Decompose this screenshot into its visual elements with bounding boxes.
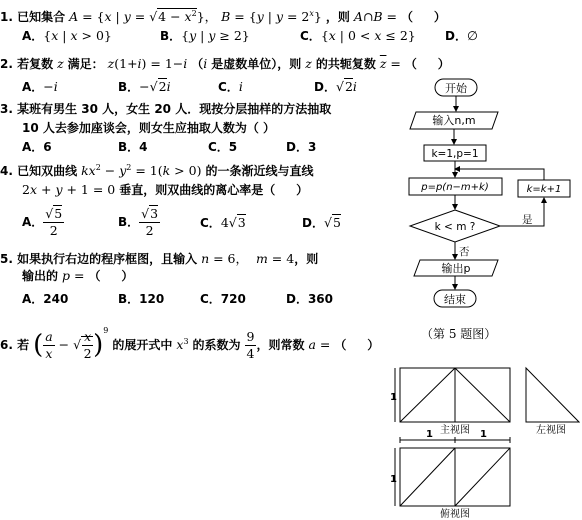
q5-line1: 5. 如果执行右边的程序框图，且输入 n = 6， m = 4，则 — [0, 251, 319, 266]
flow-yes-label: 是 — [522, 214, 533, 226]
q1-option-c[interactable]: C．{x | 0 < x ≤ 2} — [300, 28, 416, 43]
top-view-label: 俯视图 — [440, 509, 470, 520]
q5-option-d[interactable]: D．360 — [286, 292, 334, 306]
q3-line1: 3. 某班有男生 30 人，女生 20 人．现按分层抽样的方法抽取 — [0, 102, 332, 116]
three-views — [384, 360, 580, 520]
q2-option-c[interactable]: C．i — [218, 79, 243, 94]
q2-option-b[interactable]: B．−√2i — [118, 79, 171, 94]
q3-line2: 10 人去参加座谈会，则女生应抽取人数为（ ） — [22, 121, 276, 135]
q4-option-a[interactable]: A． $\frac{√5}{2}$ — [22, 206, 63, 238]
q3-option-c[interactable]: C．5 — [208, 140, 238, 154]
top-view — [395, 437, 510, 506]
side-view-label: 左视图 — [536, 425, 566, 436]
flow-init — [424, 145, 486, 161]
q5-line2: 输出的 p = （ ） — [22, 268, 134, 283]
flow-condition-text: k < m ? — [434, 221, 476, 233]
q4-option-d[interactable]: D．√5 — [302, 215, 341, 230]
front-view — [395, 368, 510, 422]
flow-compute — [409, 178, 502, 195]
q2-option-d[interactable]: D．√2i — [314, 79, 357, 94]
flow-end — [434, 290, 476, 307]
q4-line2: 2x + y + 1 = 0 垂直，则双曲线的离心率是（ ） — [22, 182, 309, 197]
q2-stem: 2. 若复数 z 满足： z(1+i) = 1−i （i 是虚数单位），则 z 的共轭复数 $\overline{z}$ = （ ） — [0, 56, 450, 71]
flow-increment — [518, 180, 570, 197]
top-view-dim-right: 1 — [480, 429, 487, 440]
q3-option-a[interactable]: A．6 — [22, 140, 52, 154]
top-view-dim-height: 1 — [390, 474, 397, 485]
q1-stem: 1. 已知集合 A = {x | $y = √4 - x^2$}， B = {y | $y = 2^x$} ，则 A∩B = （ ） — [0, 9, 446, 25]
flowchart — [404, 73, 582, 318]
q1-option-b[interactable]: B．{y | y ≥ 2} — [160, 28, 250, 43]
q5-option-c[interactable]: C．720 — [200, 292, 246, 306]
q3-option-d[interactable]: D．3 — [286, 140, 317, 154]
q6-stem: 6. 若 ( $\frac{a}{x}$ − √ $\frac{x}{2}$ )$^9$ 的展开式中 $x^3$ 的系数为 $\frac{9}{4}$ ，则常数 a = （ ） — [0, 326, 380, 361]
side-view — [526, 368, 579, 422]
q4-option-b[interactable]: B． $\frac{√3}{2}$ — [118, 206, 159, 238]
flow-no-label: 否 — [459, 246, 470, 258]
flow-start — [435, 79, 477, 96]
flow-input — [410, 112, 498, 129]
q5-figure-caption: （第 5 题图） — [421, 327, 497, 341]
q2-option-a[interactable]: A．−i — [22, 79, 58, 94]
flow-compute-text: p=p(n−m+k) — [421, 182, 489, 193]
q1-option-a[interactable]: A．{x | x > 0} — [22, 28, 112, 43]
flow-output-text: 输出p — [441, 262, 471, 275]
flow-end-text: 结束 — [444, 293, 466, 306]
flow-output — [414, 260, 498, 276]
flow-init-text: k=1,p=1 — [431, 148, 479, 160]
q5-option-a[interactable]: A．240 — [22, 292, 69, 306]
top-view-dim-left: 1 — [426, 429, 433, 440]
flow-start-text: 开始 — [445, 82, 467, 95]
q5-option-b[interactable]: B．120 — [118, 292, 165, 306]
flow-increment-text: k=k+1 — [526, 184, 562, 195]
flow-input-text: 输入n,m — [432, 114, 476, 127]
front-view-label: 主视图 — [440, 425, 470, 436]
q4-option-c[interactable]: C．4√3 — [200, 215, 246, 230]
q1-option-d[interactable]: D．∅ — [445, 28, 478, 43]
flow-condition — [410, 210, 500, 242]
front-view-dim: 1 — [390, 392, 397, 403]
q3-option-b[interactable]: B．4 — [118, 140, 148, 154]
q4-line1: 4. 已知双曲线 $kx^2 - y^2 = 1(k > 0)$ 的一条渐近线与直线 — [0, 163, 314, 179]
